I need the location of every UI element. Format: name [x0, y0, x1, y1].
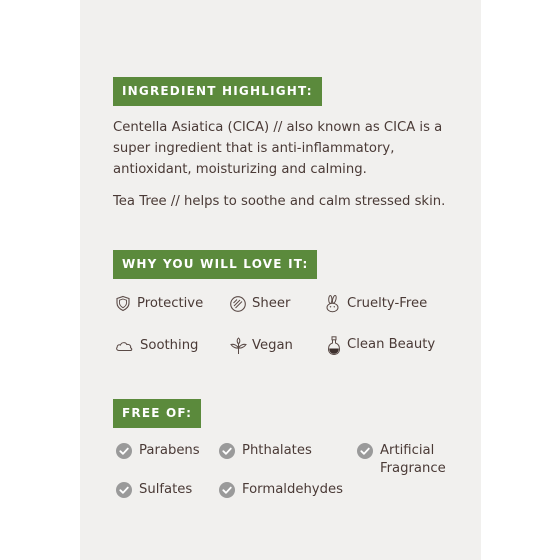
ingredient-description: helps to soothe and calm stressed skin. [183, 194, 446, 209]
cloud-icon [115, 339, 134, 353]
free-item-label: Sulfates [139, 482, 193, 497]
ingredient-name: Tea Tree [113, 194, 167, 209]
bottle-icon [327, 336, 341, 356]
feature-label: Vegan [252, 338, 293, 353]
feature-label: Clean Beauty [347, 337, 436, 352]
free-of-heading: FREE OF: [113, 399, 201, 428]
feature-label: Soothing [140, 338, 199, 353]
feature-label: Sheer [252, 296, 291, 311]
shield-icon [115, 295, 131, 312]
feature-label: Protective [137, 296, 204, 311]
free-item-label-line2: Fragrance [380, 460, 446, 476]
check-circle-icon [116, 482, 132, 498]
ingredient-description: also known as CICA is a super ingredient that is anti-inflammatory, antioxidant, moisturizing and calming. [113, 120, 443, 177]
check-circle-icon [116, 443, 132, 459]
free-item-label: Parabens [139, 443, 200, 458]
check-circle-icon [357, 443, 373, 459]
feature-label: Cruelty-Free [347, 296, 428, 311]
ingredient-highlight-heading: INGREDIENT HIGHLIGHT: [113, 77, 322, 106]
ingredient-separator: // [170, 194, 180, 209]
ingredient-item-tea-tree [113, 191, 463, 212]
ingredient-separator: // [273, 120, 283, 135]
free-item-label: Phthalates [242, 443, 312, 458]
sheer-circle-icon [229, 295, 247, 313]
free-item-label: Artificial [380, 443, 435, 458]
ingredient-item-cica [113, 117, 463, 180]
love-heading: WHY YOU WILL LOVE IT: [113, 250, 317, 279]
leaf-sprout-icon [229, 337, 248, 355]
ingredient-name: Centella Asiatica (CICA) [113, 120, 270, 135]
bunny-icon [324, 295, 342, 313]
free-item-label: Formaldehydes [242, 482, 343, 497]
check-circle-icon [219, 443, 235, 459]
check-circle-icon [219, 482, 235, 498]
